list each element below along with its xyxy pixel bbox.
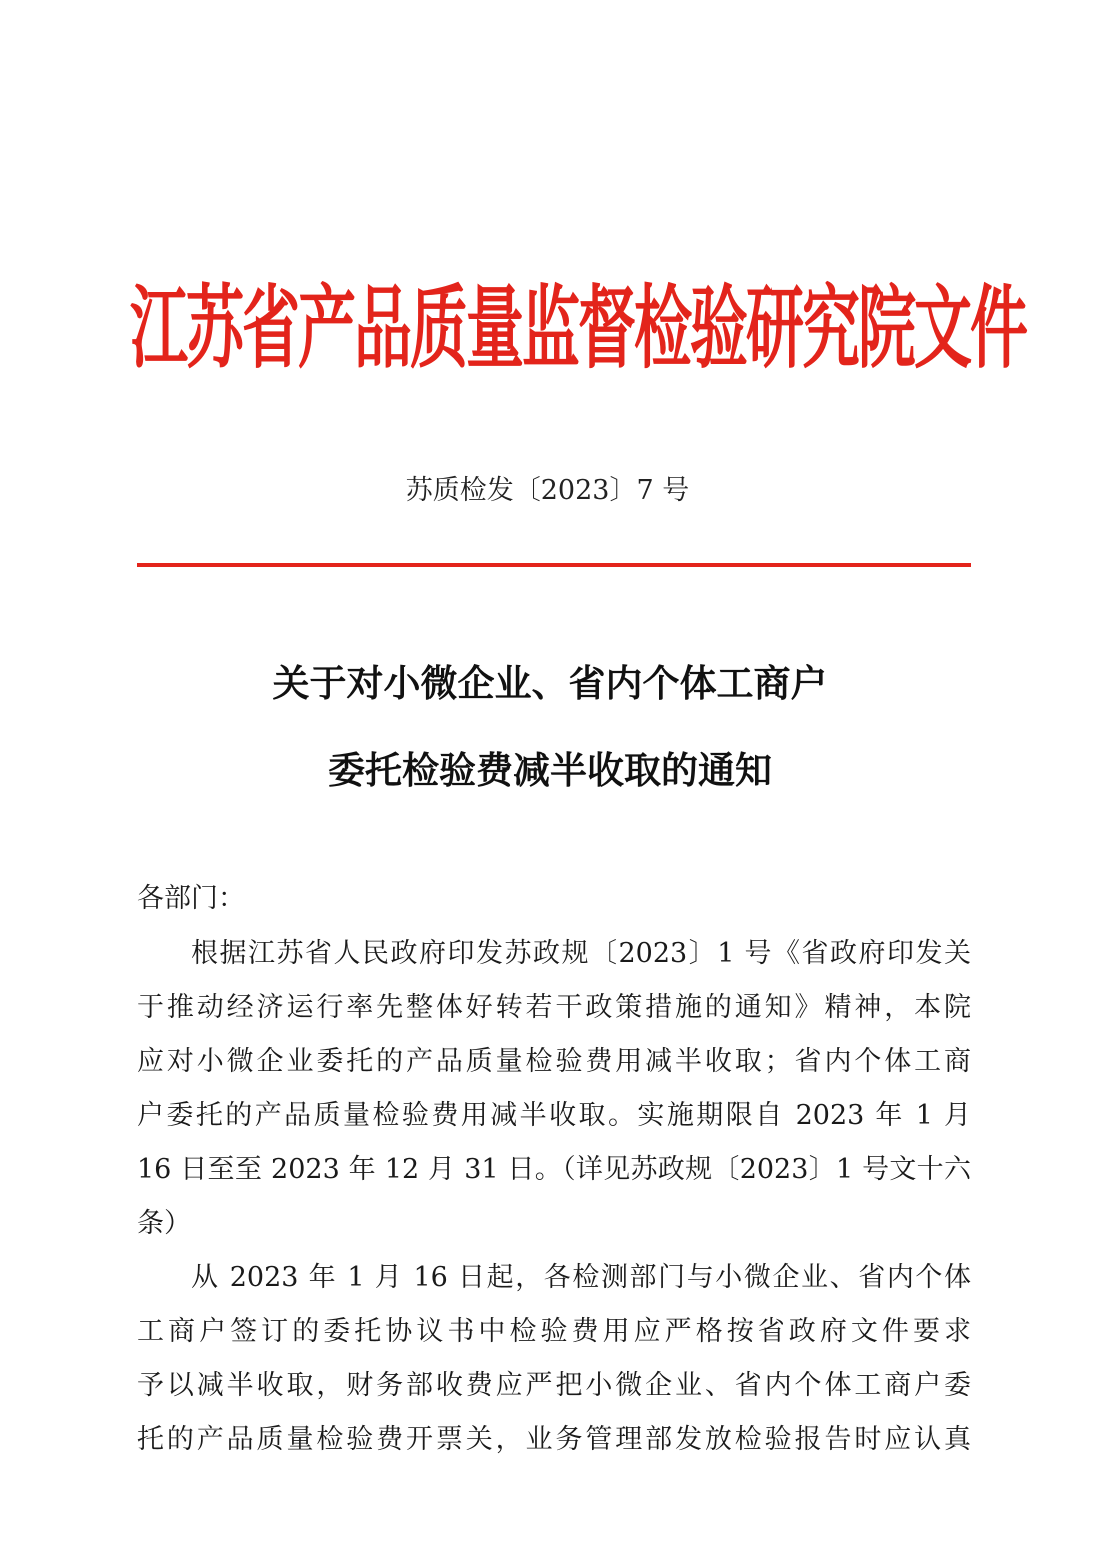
paragraph-1-line: 于推动经济运行率先整体好转若干政策措施的通知》精神，本院	[137, 992, 971, 1023]
paragraph-1-line: 户委托的产品质量检验费用减半收取。实施期限自 2023 年 1 月	[137, 1100, 971, 1131]
organization-header-title: 江苏省产品质量监督检验研究院文件	[130, 275, 1027, 381]
paragraph-2-line: 从 2023 年 1 月 16 日起，各检测部门与小微企业、省内个体	[191, 1262, 971, 1293]
paragraph-2-line: 工商户签订的委托协议书中检验费用应严格按省政府文件要求	[137, 1316, 971, 1347]
document-number: 苏质检发〔2023〕7 号	[405, 475, 690, 506]
paragraph-1-line: 根据江苏省人民政府印发苏政规〔2023〕1 号《省政府印发关	[191, 938, 971, 969]
notice-title-line-1: 关于对小微企业、省内个体工商户	[272, 661, 828, 705]
paragraph-1-line: 应对小微企业委托的产品质量检验费用减半收取；省内个体工商	[137, 1046, 971, 1077]
notice-title-line-2: 委托检验费减半收取的通知	[328, 748, 772, 792]
salutation: 各部门：	[137, 883, 245, 914]
paragraph-2-line: 托的产品质量检验费开票关，业务管理部发放检验报告时应认真	[137, 1424, 971, 1455]
header-divider-rule	[137, 563, 971, 567]
paragraph-1-line: 16 日至至 2023 年 12 月 31 日。（详见苏政规〔2023〕1 号文十六	[137, 1154, 971, 1185]
paragraph-1-line: 条）	[137, 1208, 191, 1239]
paragraph-2-line: 予以减半收取，财务部收费应严把小微企业、省内个体工商户委	[137, 1370, 971, 1401]
